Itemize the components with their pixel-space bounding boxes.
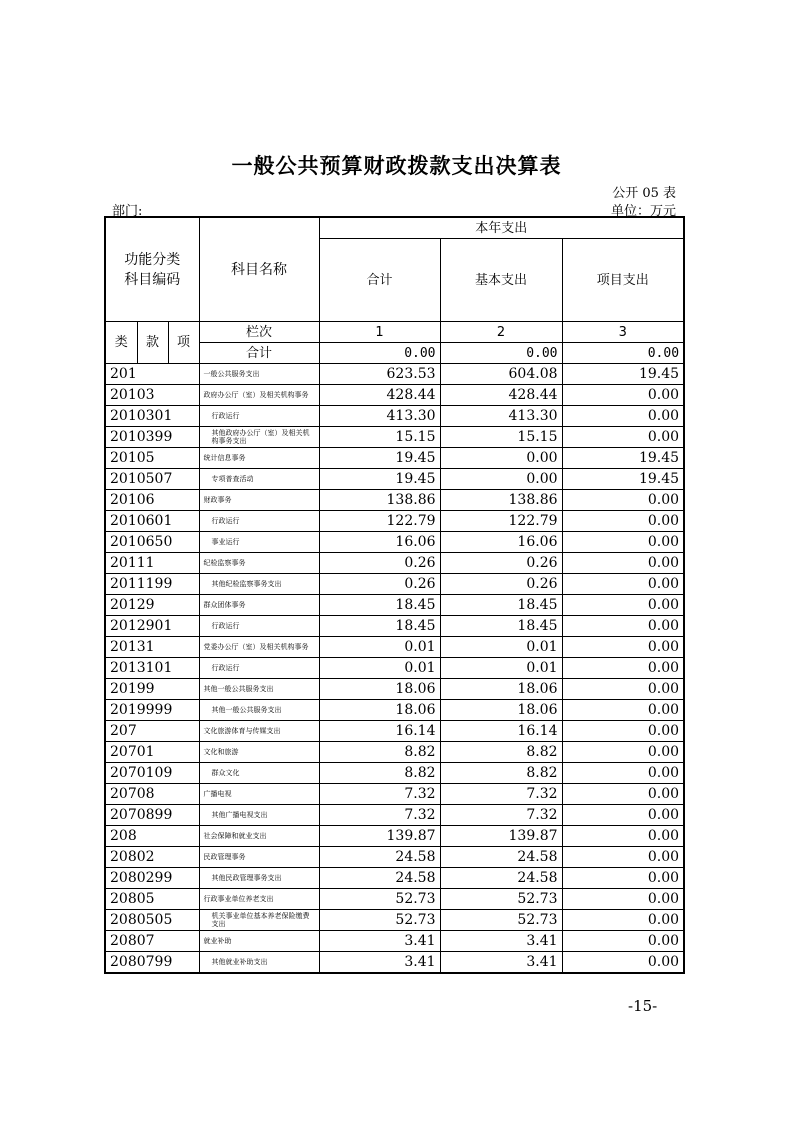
total-header: 合计 — [319, 239, 440, 322]
xiang-header: 项 — [168, 322, 199, 364]
row-project: 0.00 — [562, 427, 684, 448]
row-basic: 18.06 — [440, 679, 562, 700]
table-row — [105, 826, 684, 847]
table-row — [105, 616, 684, 637]
table-row — [105, 784, 684, 805]
table-row — [105, 658, 684, 679]
row-total: 3.41 — [319, 931, 440, 952]
current-year-header: 本年支出 — [319, 217, 684, 239]
row-project: 0.00 — [562, 889, 684, 910]
row-subject-name: 群众文化 — [199, 763, 319, 784]
row-total: 7.32 — [319, 784, 440, 805]
row-total: 18.06 — [319, 679, 440, 700]
table-row — [105, 448, 684, 469]
row-total: 18.45 — [319, 595, 440, 616]
row-total: 0.26 — [319, 574, 440, 595]
table-row — [105, 952, 684, 974]
row-code: 2010507 — [105, 469, 199, 490]
row-basic: 7.32 — [440, 784, 562, 805]
row-subject-name: 财政事务 — [199, 490, 319, 511]
row-project: 0.00 — [562, 637, 684, 658]
row-project: 0.00 — [562, 742, 684, 763]
func-class-line1: 功能分类 — [124, 251, 181, 268]
page-number: -15- — [628, 997, 658, 1015]
row-basic: 0.00 — [440, 469, 562, 490]
row-basic: 413.30 — [440, 406, 562, 427]
row-total: 0.01 — [319, 637, 440, 658]
project-header: 项目支出 — [562, 239, 684, 322]
row-total: 623.53 — [319, 364, 440, 385]
table-row — [105, 805, 684, 826]
unit-label: 单位：万元 — [610, 204, 676, 219]
table-row — [105, 385, 684, 406]
row-project: 0.00 — [562, 490, 684, 511]
row-subject-name: 纪检监察事务 — [199, 553, 319, 574]
row-project: 0.00 — [562, 952, 684, 974]
row-project: 19.45 — [562, 364, 684, 385]
row-code: 2013101 — [105, 658, 199, 679]
row-basic: 3.41 — [440, 952, 562, 974]
row-basic: 3.41 — [440, 931, 562, 952]
table-row — [105, 637, 684, 658]
table-row — [105, 847, 684, 868]
kuan-header: 款 — [137, 322, 168, 364]
row-basic: 52.73 — [440, 910, 562, 931]
basic-header: 基本支出 — [440, 239, 562, 322]
row-subject-name: 行政事业单位养老支出 — [199, 889, 319, 910]
row-basic: 8.82 — [440, 742, 562, 763]
row-total: 138.86 — [319, 490, 440, 511]
row-subject-name: 行政运行 — [199, 406, 319, 427]
form-code: 公开 05 表 — [612, 186, 676, 201]
row-total: 0.01 — [319, 658, 440, 679]
row-subject-name: 专项普查活动 — [199, 469, 319, 490]
row-basic: 18.45 — [440, 595, 562, 616]
row-code: 2080799 — [105, 952, 199, 974]
table-row — [105, 574, 684, 595]
row-subject-name: 文化旅游体育与传媒支出 — [199, 721, 319, 742]
row-total: 428.44 — [319, 385, 440, 406]
row-basic: 122.79 — [440, 511, 562, 532]
row-subject-name: 统计信息事务 — [199, 448, 319, 469]
row-code: 2010399 — [105, 427, 199, 448]
row-subject-name: 其他民政管理事务支出 — [199, 868, 319, 889]
budget-table — [104, 216, 685, 974]
subject-name-header: 科目名称 — [199, 217, 319, 322]
row-project: 0.00 — [562, 406, 684, 427]
row-basic: 15.15 — [440, 427, 562, 448]
row-code: 20129 — [105, 595, 199, 616]
row-basic: 0.01 — [440, 658, 562, 679]
table-row — [105, 931, 684, 952]
row-subject-name: 其他一般公共服务支出 — [199, 700, 319, 721]
table-row — [105, 469, 684, 490]
row-project: 0.00 — [562, 847, 684, 868]
table-row — [105, 427, 684, 448]
row-total: 16.06 — [319, 532, 440, 553]
row-code: 2010601 — [105, 511, 199, 532]
row-project: 0.00 — [562, 784, 684, 805]
row-subject-name: 就业补助 — [199, 931, 319, 952]
row-code: 2080299 — [105, 868, 199, 889]
row-basic: 0.26 — [440, 574, 562, 595]
row-subject-name: 政府办公厅（室）及相关机构事务 — [199, 385, 319, 406]
row-total: 19.45 — [319, 469, 440, 490]
row-project: 0.00 — [562, 553, 684, 574]
row-subject-name: 行政运行 — [199, 616, 319, 637]
row-total: 0.26 — [319, 553, 440, 574]
row-basic: 24.58 — [440, 868, 562, 889]
row-code: 20708 — [105, 784, 199, 805]
row-total: 8.82 — [319, 742, 440, 763]
row-basic: 138.86 — [440, 490, 562, 511]
func-class-line2: 科目编码 — [124, 271, 181, 288]
row-total: 16.14 — [319, 721, 440, 742]
row-code: 208 — [105, 826, 199, 847]
row-basic: 18.06 — [440, 700, 562, 721]
row-total: 3.41 — [319, 952, 440, 974]
row-code: 2080505 — [105, 910, 199, 931]
page-title: 一般公共预算财政拨款支出决算表 — [231, 154, 562, 178]
row-project: 0.00 — [562, 595, 684, 616]
row-code: 2010301 — [105, 406, 199, 427]
row-subject-name: 一般公共服务支出 — [199, 364, 319, 385]
column-no-3: 3 — [562, 322, 684, 343]
row-project: 0.00 — [562, 511, 684, 532]
row-subject-name: 广播电视 — [199, 784, 319, 805]
row-project: 0.00 — [562, 574, 684, 595]
row-project: 0.00 — [562, 679, 684, 700]
lei-header: 类 — [105, 322, 137, 364]
row-code: 20105 — [105, 448, 199, 469]
row-code: 20805 — [105, 889, 199, 910]
row-project: 0.00 — [562, 931, 684, 952]
row-code: 20106 — [105, 490, 199, 511]
column-no-1: 1 — [319, 322, 440, 343]
row-project: 0.00 — [562, 721, 684, 742]
table-row — [105, 763, 684, 784]
row-basic: 18.45 — [440, 616, 562, 637]
row-subject-name: 行政运行 — [199, 658, 319, 679]
sum-project: 0.00 — [562, 343, 684, 364]
sum-basic: 0.00 — [440, 343, 562, 364]
table-row — [105, 868, 684, 889]
row-subject-name: 其他一般公共服务支出 — [199, 679, 319, 700]
row-code: 20199 — [105, 679, 199, 700]
table-row — [105, 721, 684, 742]
row-basic: 8.82 — [440, 763, 562, 784]
row-project: 0.00 — [562, 616, 684, 637]
row-total: 7.32 — [319, 805, 440, 826]
table-row — [105, 490, 684, 511]
row-code: 20807 — [105, 931, 199, 952]
row-project: 0.00 — [562, 826, 684, 847]
row-basic: 16.14 — [440, 721, 562, 742]
row-total: 122.79 — [319, 511, 440, 532]
row-project: 0.00 — [562, 868, 684, 889]
row-total: 139.87 — [319, 826, 440, 847]
row-project: 0.00 — [562, 700, 684, 721]
row-basic: 52.73 — [440, 889, 562, 910]
table-row — [105, 553, 684, 574]
row-basic: 0.00 — [440, 448, 562, 469]
row-subject-name: 行政运行 — [199, 511, 319, 532]
table-row — [105, 532, 684, 553]
row-code: 207 — [105, 721, 199, 742]
row-basic: 0.26 — [440, 553, 562, 574]
table-row — [105, 595, 684, 616]
row-project: 0.00 — [562, 385, 684, 406]
row-code: 201 — [105, 364, 199, 385]
row-total: 52.73 — [319, 889, 440, 910]
row-total: 413.30 — [319, 406, 440, 427]
row-subject-name: 其他纪检监察事务支出 — [199, 574, 319, 595]
row-project: 0.00 — [562, 532, 684, 553]
table-row — [105, 742, 684, 763]
row-subject-name: 事业运行 — [199, 532, 319, 553]
row-total: 15.15 — [319, 427, 440, 448]
row-code: 2019999 — [105, 700, 199, 721]
row-project: 0.00 — [562, 658, 684, 679]
table-row — [105, 511, 684, 532]
row-code: 2070109 — [105, 763, 199, 784]
row-code: 20111 — [105, 553, 199, 574]
table-row — [105, 364, 684, 385]
row-subject-name: 民政管理事务 — [199, 847, 319, 868]
table-row — [105, 679, 684, 700]
row-subject-name: 其他广播电视支出 — [199, 805, 319, 826]
row-total: 24.58 — [319, 868, 440, 889]
row-code: 20701 — [105, 742, 199, 763]
row-subject-name: 其他政府办公厅（室）及相关机构事务支出 — [199, 427, 319, 448]
row-code: 2010650 — [105, 532, 199, 553]
row-subject-name: 其他就业补助支出 — [199, 952, 319, 974]
row-total: 19.45 — [319, 448, 440, 469]
row-total: 18.45 — [319, 616, 440, 637]
row-basic: 604.08 — [440, 364, 562, 385]
row-basic: 24.58 — [440, 847, 562, 868]
department-label: 部门: — [112, 204, 143, 219]
row-subject-name: 社会保障和就业支出 — [199, 826, 319, 847]
table-row — [105, 700, 684, 721]
table-row — [105, 910, 684, 931]
row-subject-name: 机关事业单位基本养老保险缴费支出 — [199, 910, 319, 931]
row-subject-name: 党委办公厅（室）及相关机构事务 — [199, 637, 319, 658]
row-basic: 139.87 — [440, 826, 562, 847]
func-class-header — [105, 217, 199, 322]
row-subject-name: 群众团体事务 — [199, 595, 319, 616]
row-code: 20103 — [105, 385, 199, 406]
row-total: 8.82 — [319, 763, 440, 784]
row-total: 24.58 — [319, 847, 440, 868]
row-code: 2070899 — [105, 805, 199, 826]
row-code: 2012901 — [105, 616, 199, 637]
row-basic: 428.44 — [440, 385, 562, 406]
column-no-label: 栏次 — [199, 322, 319, 343]
row-basic: 7.32 — [440, 805, 562, 826]
row-code: 20802 — [105, 847, 199, 868]
table-row — [105, 889, 684, 910]
row-subject-name: 文化和旅游 — [199, 742, 319, 763]
row-project: 19.45 — [562, 448, 684, 469]
sum-total: 0.00 — [319, 343, 440, 364]
row-project: 0.00 — [562, 910, 684, 931]
sum-label: 合计 — [199, 343, 319, 364]
row-code: 20131 — [105, 637, 199, 658]
row-project: 0.00 — [562, 763, 684, 784]
column-no-2: 2 — [440, 322, 562, 343]
row-basic: 16.06 — [440, 532, 562, 553]
row-code: 2011199 — [105, 574, 199, 595]
row-basic: 0.01 — [440, 637, 562, 658]
row-total: 18.06 — [319, 700, 440, 721]
row-project: 19.45 — [562, 469, 684, 490]
row-project: 0.00 — [562, 805, 684, 826]
table-row — [105, 406, 684, 427]
row-total: 52.73 — [319, 910, 440, 931]
